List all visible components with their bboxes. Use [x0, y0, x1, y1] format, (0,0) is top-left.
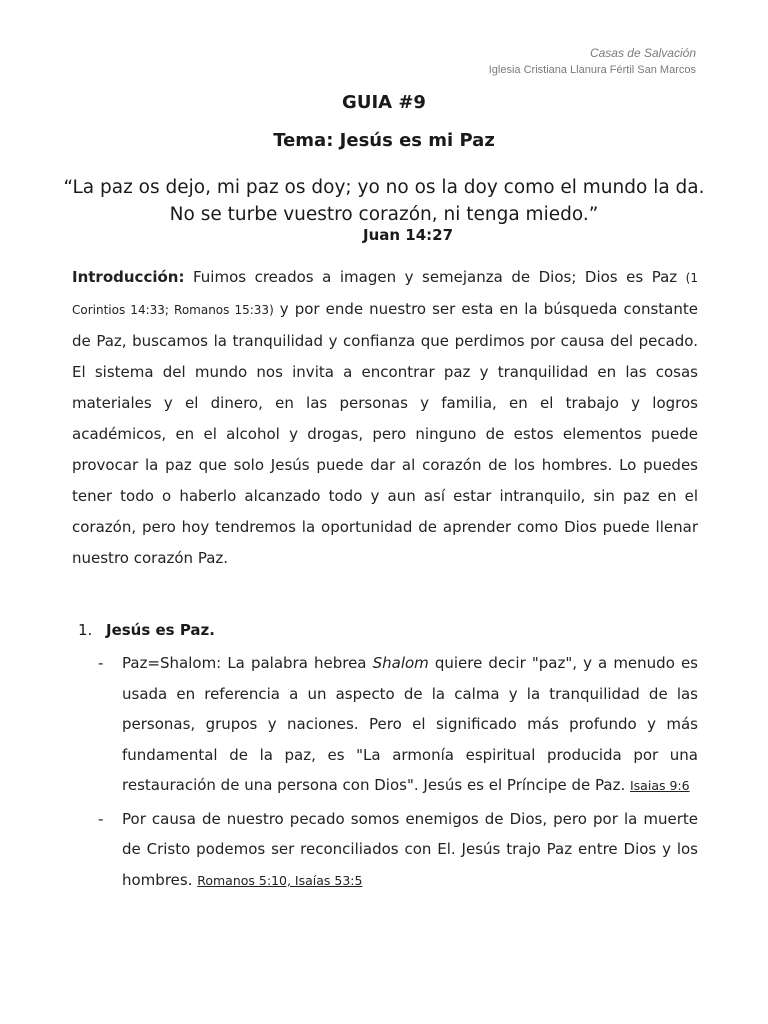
bullet-2-citation: Romanos 5:10, Isaías 53:5	[197, 872, 363, 888]
intro-text-1: Fuimos creados a imagen y semejanza de Dios; Dios es Paz	[184, 268, 686, 286]
bullet-2-text: Por causa de nuestro pecado somos enemigos de Dios, pero por la muerte de Cristo podemos ser reconciliados con El. Jesús trajo Paz entre Dios y los hombres.	[122, 809, 698, 889]
guide-subtitle: Tema: Jesús es mi Paz	[273, 130, 495, 151]
intro-text-2: y por ende nuestro ser esta en la búsqueda constante de Paz, buscamos la tranquilidad y confianza que perdimos por causa del pecado. El sistema del mundo nos invita a encontrar paz y tranquilidad en las cosas materiales y el dinero, en las personas y familia, en el trabajo y logros académicos, en el alcohol y drogas, pero ninguno de estos elementos puede provocar la paz que solo Jesús puede dar al corazón de los hombres. Lo puedes tener todo o haberlo alcanzado todo y aun así estar intranquilo, sin paz en el corazón, pero hoy tendremos la oportunidad de aprender como Dios puede llenar nuestro corazón Paz.	[72, 300, 698, 567]
quote-reference: Juan 14:27	[362, 226, 454, 244]
bullet-1-italic: Shalom	[372, 654, 429, 672]
bullet-1-text-a: Paz=Shalom: La palabra hebrea	[122, 654, 373, 672]
quote-reference-wrap	[0, 226, 768, 244]
bible-quote: “La paz os dejo, mi paz os doy; yo no os la doy como el mundo la da. No se turbe vuestro corazón, ni tenga miedo.”	[63, 177, 705, 225]
intro-label: Introducción:	[72, 268, 185, 286]
section-1-heading: Jesús es Paz.	[106, 621, 215, 639]
section-1-heading-row	[72, 618, 698, 642]
bullet-1-text-b: quiere decir "paz", y a menudo es usada en referencia a un aspecto de la calma y la tranquilidad de las personas, grupos y naciones. Pero el significado más profundo y más fundamental de la paz, es "La armonía espiritual producida por una restauración de una persona con Dios". Jesús es el Príncipe de Paz.	[122, 654, 698, 794]
bullet-item	[72, 648, 698, 802]
page-header	[489, 44, 696, 78]
bullet-dash: -	[98, 809, 104, 828]
intro-refs: (1 Corintios 14:33; Romanos 15:33)	[72, 271, 698, 317]
bullet-item	[72, 804, 698, 897]
header-org-name: Casas de Salvación	[589, 46, 696, 60]
guide-title: GUIA #9	[342, 92, 426, 113]
header-church-name: Iglesia Cristiana Llanura Fértil San Marcos	[488, 64, 696, 76]
bullet-dash: -	[98, 654, 104, 672]
section-1	[72, 618, 698, 896]
section-1-number: 1.	[78, 621, 93, 639]
introduction-paragraph	[72, 262, 698, 574]
bullet-1-citation: Isaias 9:6	[629, 778, 690, 793]
